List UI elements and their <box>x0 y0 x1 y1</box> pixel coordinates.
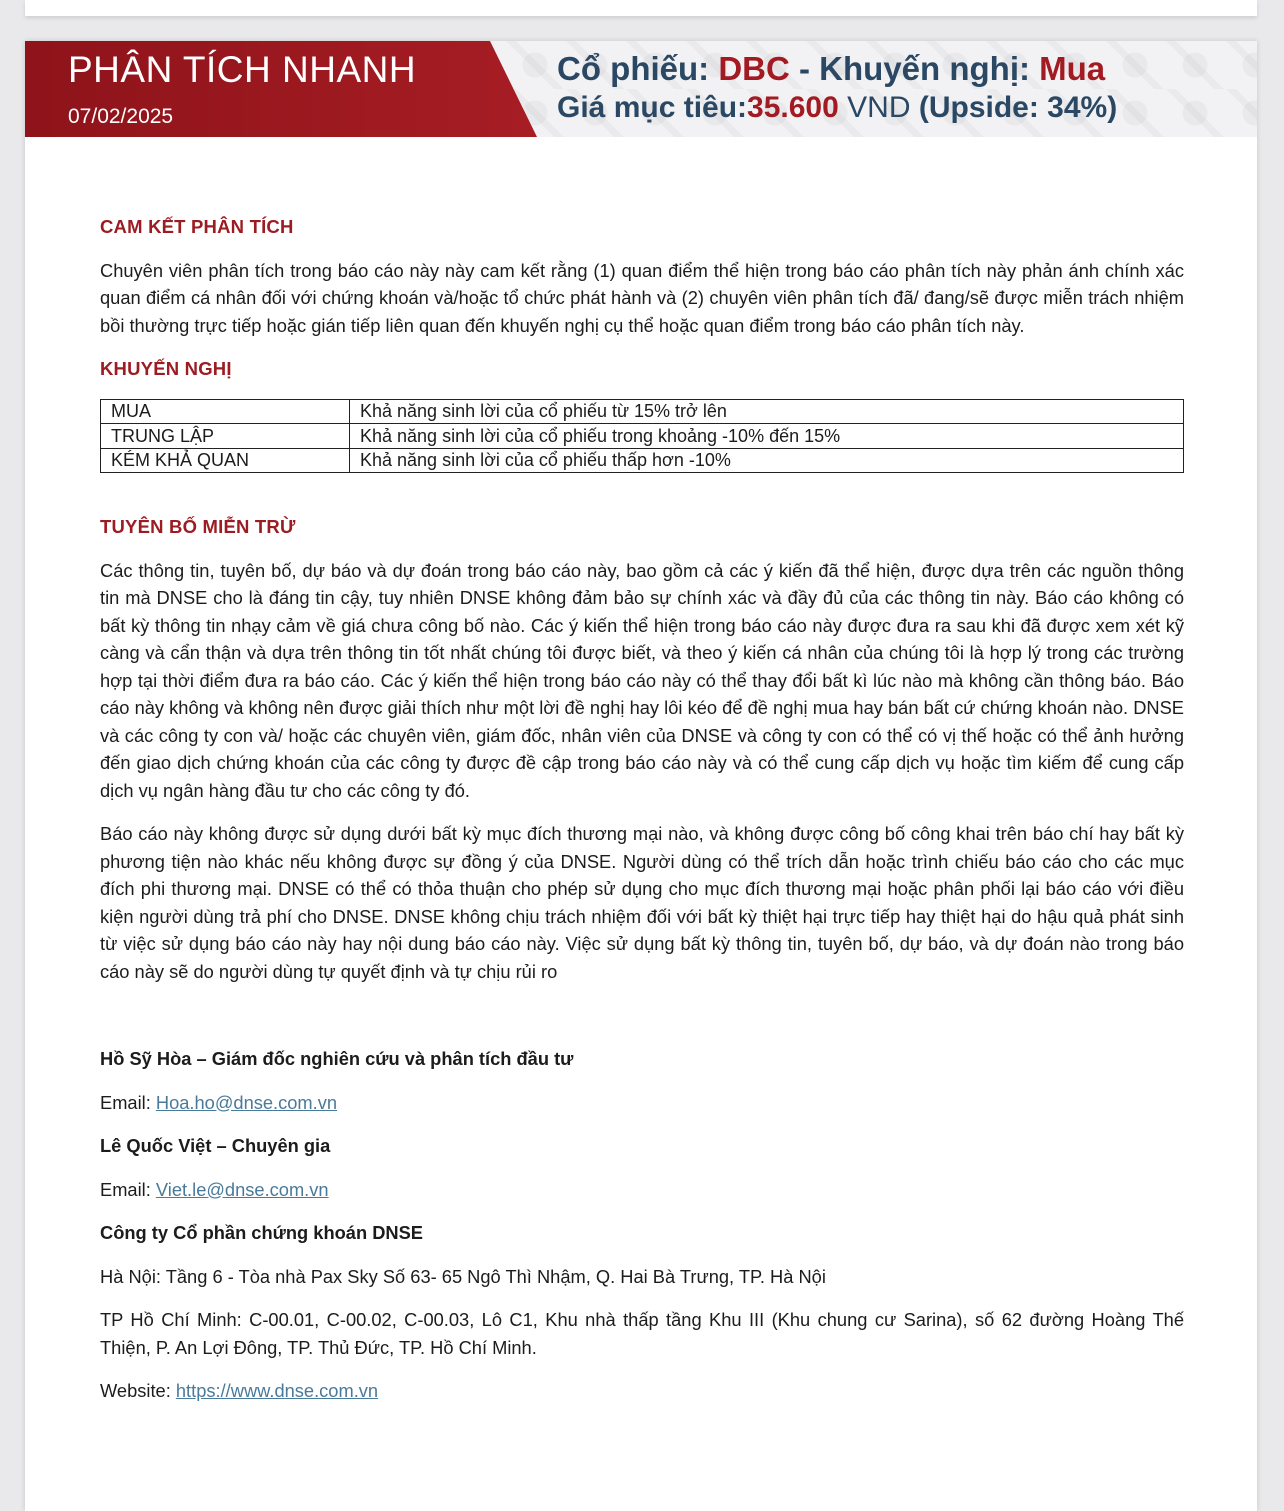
disclaimer-heading: TUYÊN BỐ MIỄN TRỪ <box>100 516 296 537</box>
recommendation-label: Khuyến nghị: <box>819 50 1030 87</box>
target-price-value: 35.600 <box>747 91 839 124</box>
target-price-label: Giá mục tiêu: <box>557 91 748 124</box>
analyst-1-name: Hồ Sỹ Hòa – Giám đốc nghiên cứu và phân tích đầu tư <box>100 1048 574 1069</box>
target-price-line <box>557 91 1117 125</box>
stock-code: DBC <box>718 50 790 87</box>
email-label: Email: <box>100 1178 151 1200</box>
report-type-title: PHÂN TÍCH NHANH <box>68 49 417 90</box>
disclaimer-paragraph-1: Các thông tin, tuyên bố, dự báo và dự đoán trong báo cáo này, bao gồm cả các ý kiến đã thể hiện, được dựa trên các nguồn thông tin mà DNSE cho là đáng tin cậy, tuy nhiên DNSE không đảm bảo sự chính xác và đầy đủ của các thông tin này. Báo cáo không có bất kỳ thông tin nhạy cảm về giá chưa công bố nào. Các ý kiến thể hiện trong báo cáo này được đưa ra sau khi đã được xem xét kỹ càng và cẩn thận và dựa trên thông tin tốt nhất chúng tôi được biết, và theo ý kiến cá nhân của chúng tôi là hợp lý trong các trường hợp tại thời điểm đưa ra báo cáo. Các ý kiến thể hiện trong báo cáo này có thể thay đổi bất kì lúc nào mà không cần thông báo. Báo cáo này không và không nên được giải thích như một lời đề nghị hay lôi kéo để đề nghị mua hay bán bất cứ chứng khoán nào. DNSE và các công ty con và/ hoặc các chuyên viên, giám đốc, nhân viên của DNSE và công ty con có thể có vị thế hoặc có thể ảnh hưởng đến giao dịch chứng khoán của các công ty được đề cập trong báo cáo này và có thể cung cấp dịch vụ hoặc tìm kiếm để cung cấp dịch vụ ngân hàng đầu tư cho các công ty đó. <box>100 559 1184 801</box>
target-price-unit: VND <box>847 91 911 124</box>
company-name: Công ty Cổ phần chứng khoán DNSE <box>100 1222 424 1243</box>
rating-description: Khả năng sinh lời của cổ phiếu thấp hơn -10% <box>350 448 1184 473</box>
report-header <box>25 41 1257 137</box>
report-content <box>100 213 1184 1405</box>
rating-description: Khả năng sinh lời của cổ phiếu từ 15% trở lên <box>350 399 1184 424</box>
table-row <box>101 424 1184 449</box>
commitment-text: Chuyên viên phân tích trong báo cáo này này cam kết rằng (1) quan điểm thể hiện trong báo cáo phân tích này phản ánh chính xác quan điểm cá nhân đối với chứng khoán và/hoặc tổ chức phát hành và (2) chuyên viên phân tích đã/ đang/sẽ được miễn trách nhiệm bồi thường trực tiếp hoặc gián tiếp liên quan đến khuyến nghị cụ thể hoặc quan điểm trong báo cáo phân tích này. <box>100 259 1184 336</box>
table-row <box>101 399 1184 424</box>
analyst-2-email-link[interactable]: Viet.le@dnse.com.vn <box>155 1178 329 1200</box>
recommendation-value: Mua <box>1039 50 1106 87</box>
recommendation-heading: KHUYẾN NGHỊ <box>100 358 232 379</box>
upside-text: (Upside: 34%) <box>918 91 1118 124</box>
website-line <box>100 1377 1184 1405</box>
report-date: 07/02/2025 <box>68 105 174 128</box>
commitment-heading: CAM KẾT PHÂN TÍCH <box>100 216 294 237</box>
separator: - <box>799 50 810 87</box>
previous-page-edge <box>25 0 1257 16</box>
email-label: Email: <box>100 1091 151 1113</box>
rating-description: Khả năng sinh lời của cổ phiếu trong khoảng -10% đến 15% <box>350 424 1184 449</box>
hanoi-address: Hà Nội: Tầng 6 - Tòa nhà Pax Sky Số 63- 65 Ngô Thì Nhậm, Q. Hai Bà Trưng, TP. Hà Nội <box>100 1265 826 1287</box>
rating-label: TRUNG LẬP <box>101 424 350 449</box>
hcm-address: TP Hồ Chí Minh: C-00.01, C-00.02, C-00.03, Lô C1, Khu nhà thấp tầng Khu III (Khu chung cư Sarina), số 62 đường Hoàng Thế Thiện, P. An Lợi Đông, TP. Thủ Đức, TP. Hồ Chí Minh. <box>100 1309 1184 1358</box>
analyst-2-email-line <box>100 1176 1184 1204</box>
stock-recommendation-line <box>557 50 1105 88</box>
document-page <box>25 41 1257 1511</box>
disclaimer-paragraph-2: Báo cáo này không được sử dụng dưới bất kỳ mục đích thương mại nào, và không được công bố công khai trên báo chí hay bất kỳ phương tiện nào khác nếu không được sự đồng ý của DNSE. Người dùng có thể trích dẫn hoặc trình chiếu báo cáo cho các mục đích phi thương mại. DNSE có thể có thỏa thuận cho phép sử dụng cho mục đích thương mại hoặc phân phối lại báo cáo với điều kiện người dùng trả phí cho DNSE. DNSE không chịu trách nhiệm đối với bất kỳ thiệt hại trực tiếp hay thiệt hại do hậu quả phát sinh từ việc sử dụng báo cáo này hay nội dung báo cáo này. Việc sử dụng bất kỳ thông tin, tuyên bố, dự báo, và dự đoán nào trong báo cáo này sẽ do người dùng tự quyết định và tự chịu rủi ro <box>100 823 1184 982</box>
website-label: Website: <box>100 1380 171 1401</box>
rating-label: MUA <box>101 399 350 424</box>
analyst-1-email-link[interactable]: Hoa.ho@dnse.com.vn <box>155 1091 338 1113</box>
analyst-2-name: Lê Quốc Việt – Chuyên gia <box>100 1135 331 1156</box>
table-row <box>101 448 1184 473</box>
recommendation-table <box>100 399 1184 474</box>
rating-label: KÉM KHẢ QUAN <box>101 448 350 473</box>
website-link[interactable]: https://www.dnse.com.vn <box>175 1380 379 1401</box>
stock-label: Cổ phiếu: <box>557 50 710 87</box>
analyst-1-email-line <box>100 1089 1184 1117</box>
